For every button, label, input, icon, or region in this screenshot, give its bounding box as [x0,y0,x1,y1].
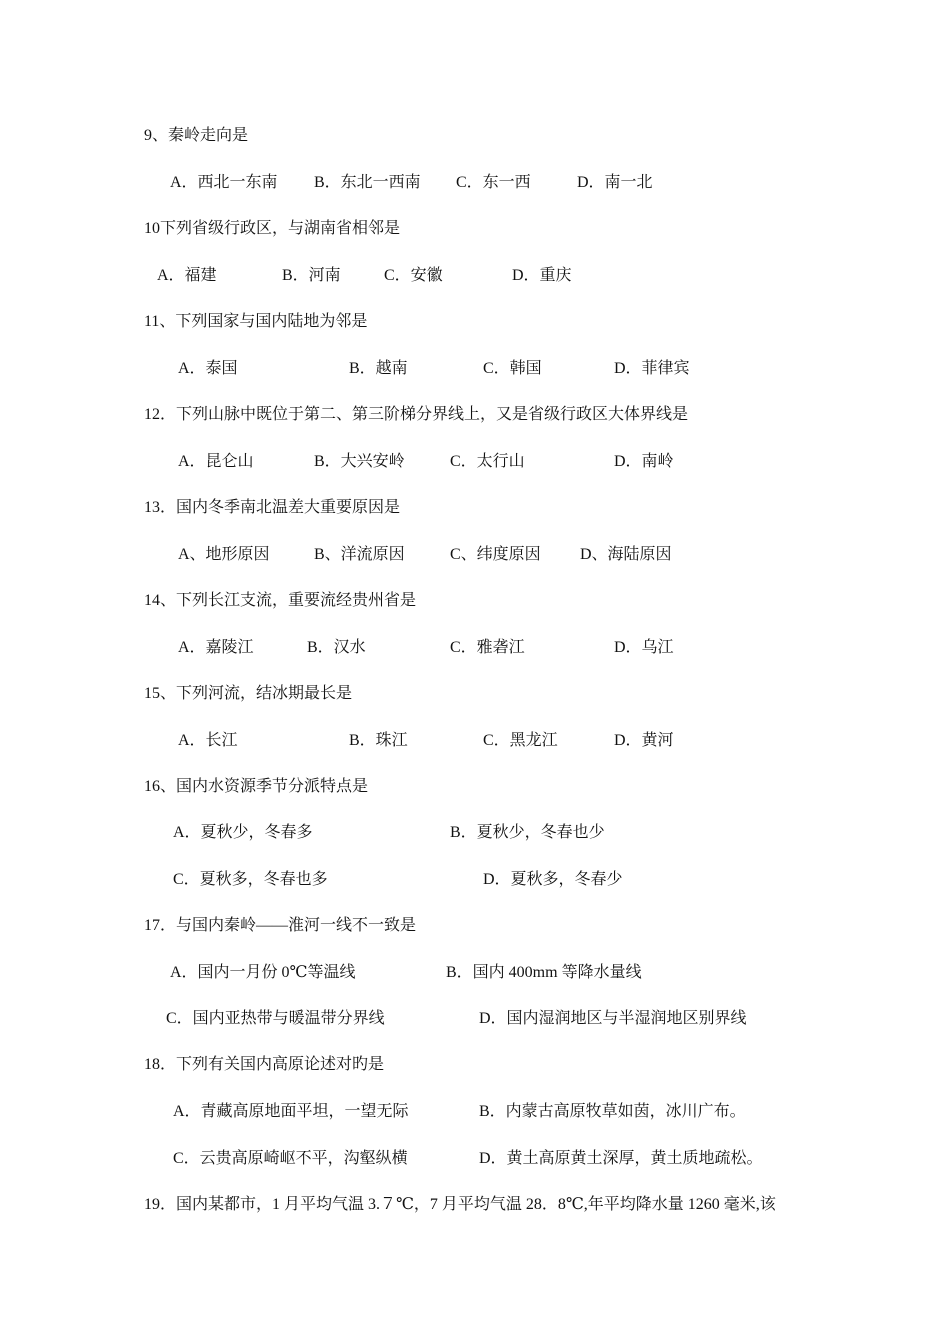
question-9-stem: 9、秦岭走向是 [144,127,249,144]
question-13-option-b: B、洋流原因 [314,546,405,563]
question-15-stem: 15、下列河流，结冰期最长是 [144,685,353,702]
question-18-stem: 18．下列有关国内高原论述对旳是 [144,1056,385,1073]
question-10-option-c: C．安徽 [384,267,443,284]
question-14-stem: 14、下列长江支流，重要流经贵州省是 [144,592,417,609]
question-12-option-b: B．大兴安岭 [314,453,405,470]
question-16-option-b: B．夏秋少，冬春也少 [450,824,605,841]
question-16-option-d: D．夏秋多，冬春少 [483,871,623,888]
question-16-option-c: C．夏秋多，冬春也多 [173,871,328,888]
question-12-option-a: A．昆仑山 [178,453,254,470]
question-17-stem: 17．与国内秦岭——淮河一线不一致是 [144,917,417,934]
question-11-option-d: D．菲律宾 [614,360,690,377]
question-9-option-c: C．东一西 [456,174,531,191]
question-10-option-a: A．福建 [157,267,217,284]
question-14-option-c: C．雅砻江 [450,639,525,656]
question-10-option-b: B．河南 [282,267,341,284]
question-18-option-c: C．云贵高原崎岖不平，沟壑纵横 [173,1150,408,1167]
question-15-option-a: A．长江 [178,732,238,749]
question-16-stem: 16、国内水资源季节分派特点是 [144,778,369,795]
question-11-option-b: B．越南 [349,360,408,377]
question-12-option-d: D．南岭 [614,453,674,470]
question-13-option-d: D、海陆原因 [580,546,672,563]
question-18-option-b: B．内蒙古高原牧草如茵，冰川广布。 [479,1103,746,1120]
question-12-stem: 12．下列山脉中既位于第二、第三阶梯分界线上，又是省级行政区大体界线是 [144,406,689,423]
question-9-option-b: B．东北一西南 [314,174,421,191]
question-17-option-d: D．国内湿润地区与半湿润地区别界线 [479,1010,747,1027]
question-15-option-d: D．黄河 [614,732,674,749]
question-15-option-b: B．珠江 [349,732,408,749]
question-13-option-a: A、地形原因 [178,546,270,563]
question-13-option-c: C、纬度原因 [450,546,541,563]
question-18-option-d: D．黄土高原黄土深厚，黄土质地疏松。 [479,1150,763,1167]
question-13-stem: 13．国内冬季南北温差大重要原因是 [144,499,401,516]
question-15-option-c: C．黑龙江 [483,732,558,749]
question-10-stem: 10下列省级行政区，与湖南省相邻是 [144,220,401,237]
question-18-option-a: A．青藏高原地面平坦，一望无际 [173,1103,409,1120]
question-11-stem: 11、下列国家与国内陆地为邻是 [144,313,368,330]
question-17-option-a: A．国内一月份 0℃等温线 [170,964,356,981]
question-19-stem: 19．国内某都市，1 月平均气温 3.７℃，7 月平均气温 28．8℃,年平均降水量 1260 毫米,该 [144,1196,776,1213]
question-11-option-a: A．泰国 [178,360,238,377]
question-17-option-b: B．国内 400mm 等降水量线 [446,964,642,981]
question-12-option-c: C．太行山 [450,453,525,470]
question-16-option-a: A．夏秋少，冬春多 [173,824,313,841]
question-9-option-d: D．南一北 [577,174,653,191]
question-10-option-d: D．重庆 [512,267,572,284]
question-14-option-a: A．嘉陵江 [178,639,254,656]
question-11-option-c: C．韩国 [483,360,542,377]
question-14-option-d: D．乌江 [614,639,674,656]
question-17-option-c: C．国内亚热带与暖温带分界线 [166,1010,385,1027]
question-14-option-b: B．汉水 [307,639,366,656]
question-9-option-a: A．西北一东南 [170,174,278,191]
